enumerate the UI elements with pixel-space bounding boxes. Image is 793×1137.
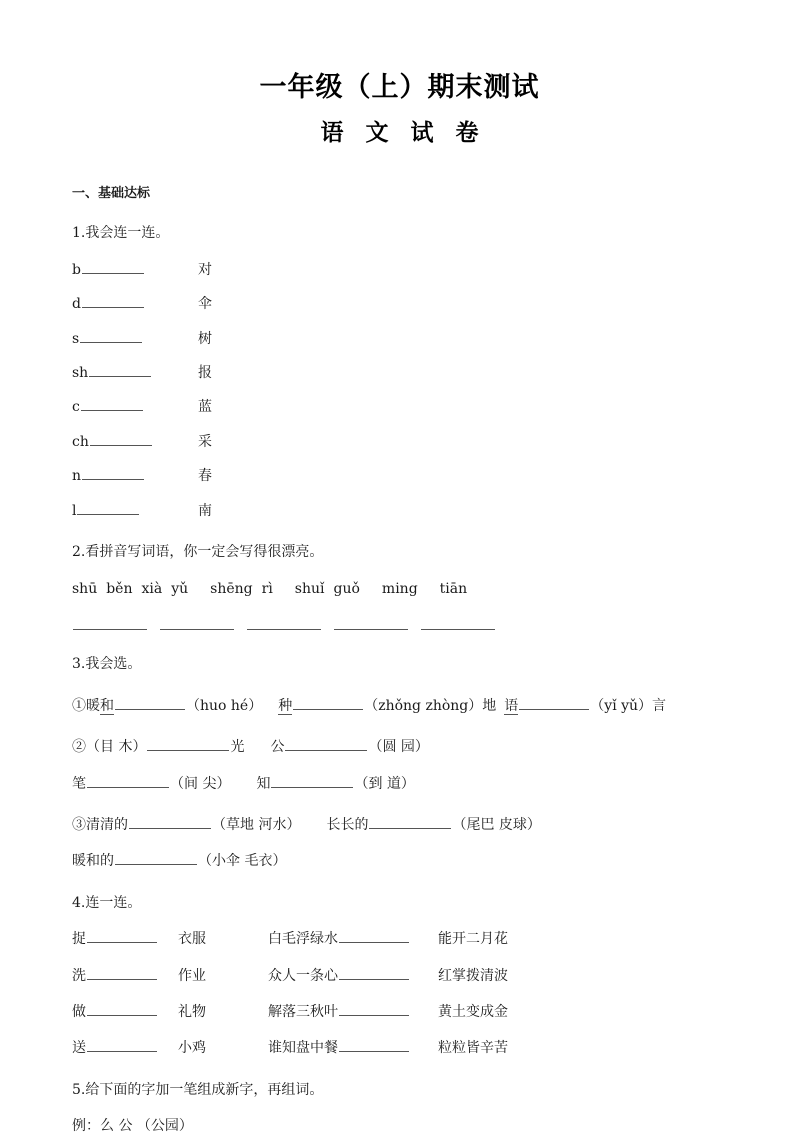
answer-blank[interactable] [82, 465, 144, 480]
match-left-label: d [72, 296, 81, 313]
match-left-label: 洗 [72, 967, 86, 984]
match-right-label: 春 [198, 468, 212, 485]
option-group: （huo hé） [186, 697, 263, 714]
word-prefix: 清清的 [86, 816, 128, 833]
match-right-label: 采 [198, 433, 212, 450]
question-2-answer-blanks [72, 613, 727, 634]
question-3-line-1 [72, 695, 727, 717]
item-marker: ② [72, 739, 86, 756]
option-group: （yǐ yǔ） [590, 697, 653, 714]
match-right-label: 衣服 [178, 931, 206, 948]
answer-blank[interactable] [90, 431, 152, 446]
option-group: （目 木） [86, 739, 147, 756]
match-right-label: 伞 [198, 296, 212, 313]
match-row [72, 362, 727, 384]
pinyin-syllable: shū [72, 581, 98, 598]
match-right-label: 对 [198, 261, 212, 278]
match-left-label: 捉 [72, 931, 86, 948]
pinyin-syllable: ming [381, 581, 418, 598]
pinyin-syllable: tiān [439, 581, 468, 598]
word-suffix: 言 [652, 697, 667, 714]
option-group: （圆 园） [368, 739, 429, 756]
match-left-label: s [72, 330, 80, 347]
question-1-prompt: 1.我会连一连。 [72, 225, 170, 242]
match-left-label: 送 [72, 1040, 86, 1057]
match-left-label: 解落三秋叶 [268, 1003, 338, 1020]
question-2-pinyin-row [72, 581, 727, 597]
match-left-label: 谁知盘中餐 [268, 1040, 338, 1057]
answer-blank[interactable] [339, 965, 409, 980]
match-row [72, 431, 727, 453]
answer-blank[interactable] [339, 1037, 409, 1052]
match-right-label: 黄土变成金 [438, 1003, 508, 1020]
pinyin-syllable: guǒ [333, 581, 360, 598]
answer-blank[interactable] [82, 293, 144, 308]
option-group: （间 尖） [170, 775, 231, 792]
answer-blank[interactable] [147, 736, 229, 751]
match-right-label: 作业 [178, 967, 206, 984]
answer-blank[interactable] [89, 362, 151, 377]
question-5-prompt: 5.给下面的字加一笔组成新字，再组词。 [72, 1081, 324, 1098]
match-left-label: n [72, 468, 82, 485]
option-group: （小伞 毛衣） [198, 853, 287, 870]
answer-blank[interactable] [160, 613, 234, 630]
match-left-label: c [72, 399, 80, 416]
question-3-prompt: 3.我会选。 [72, 656, 142, 673]
question-1-match-list [72, 259, 727, 522]
match-row [72, 465, 727, 487]
answer-blank[interactable] [81, 396, 143, 411]
option-group: （到 道） [354, 775, 415, 792]
pinyin-syllable: shēng [210, 581, 253, 598]
match-left-label: l [72, 502, 77, 519]
answer-blank[interactable] [115, 695, 185, 710]
item-marker: ① [72, 697, 86, 714]
match-left-label: 众人一条心 [268, 967, 338, 984]
page-title: 一年级（上）期末测试 [259, 72, 540, 103]
match-left-label: ch [72, 433, 89, 450]
match-row [72, 259, 727, 281]
match-left-label: 做 [72, 1003, 86, 1020]
underlined-char: 种 [278, 697, 293, 714]
match-left-label: b [72, 261, 81, 278]
question-4-prompt: 4.连一连。 [72, 894, 142, 911]
match-left-label: sh [72, 365, 89, 382]
word-prefix: 暖和的 [72, 853, 114, 870]
answer-blank[interactable] [87, 1037, 157, 1052]
pinyin-syllable: rì [261, 581, 273, 598]
option-group: （zhǒng zhòng） [364, 697, 483, 714]
word-suffix: 地 [482, 697, 497, 714]
pinyin-syllable: shuǐ [294, 581, 325, 598]
word-prefix: 笔 [72, 775, 86, 792]
match-left-label: 白毛浮绿水 [268, 931, 338, 948]
table-row [72, 965, 727, 987]
answer-blank[interactable] [271, 773, 353, 788]
answer-blank[interactable] [369, 814, 451, 829]
table-row [72, 928, 727, 950]
answer-blank[interactable] [87, 1001, 157, 1016]
word-prefix: 暖 [86, 697, 100, 714]
question-3-line-3a [72, 814, 727, 836]
item-marker: ③ [72, 816, 86, 833]
pinyin-syllable: yǔ [171, 581, 189, 598]
pinyin-syllable: xià [141, 581, 163, 598]
match-right-label: 礼物 [178, 1003, 206, 1020]
match-right-label: 蓝 [198, 399, 212, 416]
answer-blank[interactable] [129, 814, 211, 829]
match-row [72, 293, 727, 315]
answer-blank[interactable] [339, 928, 409, 943]
answer-blank[interactable] [115, 850, 197, 865]
answer-blank[interactable] [87, 928, 157, 943]
answer-blank[interactable] [285, 736, 367, 751]
answer-blank[interactable] [421, 613, 495, 630]
option-group: （尾巴 皮球） [452, 816, 541, 833]
underlined-char: 和 [100, 697, 114, 714]
answer-blank[interactable] [87, 773, 169, 788]
answer-blank[interactable] [80, 328, 142, 343]
question-2-prompt: 2.看拼音写词语，你一定会写得很漂亮。 [72, 544, 324, 560]
answer-blank[interactable] [87, 965, 157, 980]
page-subtitle: 语 文 试 卷 [320, 120, 486, 147]
answer-blank[interactable] [247, 613, 321, 630]
answer-blank[interactable] [82, 259, 144, 274]
question-3-line-2a [72, 736, 727, 758]
match-right-label: 小鸡 [178, 1040, 206, 1057]
question-3-line-3b [72, 850, 727, 872]
match-right-label: 报 [198, 365, 212, 382]
word-prefix: 知 [256, 775, 271, 792]
question-5-example: 例：么 公 （公园） [72, 1118, 193, 1135]
answer-blank[interactable] [519, 695, 589, 710]
match-row [72, 500, 727, 522]
match-right-label: 树 [198, 330, 212, 347]
match-row [72, 328, 727, 350]
answer-blank[interactable] [293, 695, 363, 710]
answer-blank[interactable] [339, 1001, 409, 1016]
match-right-label: 粒粒皆辛苦 [438, 1040, 508, 1057]
word-prefix: 长长的 [326, 816, 369, 833]
match-right-label: 南 [198, 502, 212, 519]
answer-blank[interactable] [77, 500, 139, 515]
pinyin-syllable: běn [106, 581, 133, 598]
answer-blank[interactable] [73, 613, 147, 630]
table-row [72, 1037, 727, 1059]
word-suffix: 光 [230, 739, 245, 756]
match-right-label: 红掌拨清波 [438, 967, 508, 984]
answer-blank[interactable] [334, 613, 408, 630]
underlined-char: 语 [504, 697, 519, 714]
option-group: （草地 河水） [212, 816, 301, 833]
word-prefix: 公 [270, 739, 285, 756]
question-3-line-2b [72, 773, 727, 795]
table-row [72, 1001, 727, 1023]
section-heading: 一、基础达标 [72, 185, 151, 201]
match-row [72, 396, 727, 418]
match-right-label: 能开二月花 [438, 931, 508, 948]
